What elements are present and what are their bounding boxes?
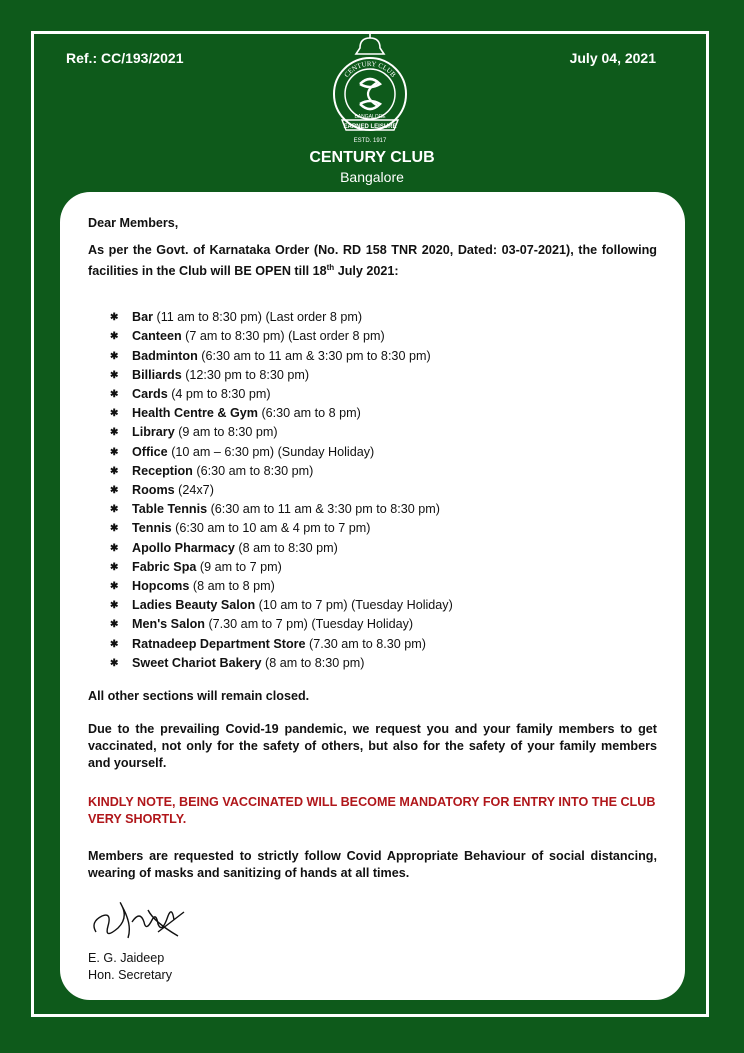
facilities-list-club bbox=[88, 308, 657, 538]
facilities-list-outlets bbox=[88, 539, 657, 673]
facility-item bbox=[110, 577, 657, 596]
facility-hours: (8 am to 8:30 pm) bbox=[261, 655, 365, 670]
facility-name: Men's Salon bbox=[132, 617, 205, 632]
facility-item bbox=[110, 558, 657, 577]
facility-item bbox=[110, 385, 657, 404]
facility-hours: (24x7) bbox=[174, 483, 214, 498]
facility-name: Sweet Chariot Bakery bbox=[132, 655, 262, 670]
facility-name: Library bbox=[132, 425, 175, 440]
facility-item bbox=[110, 615, 657, 634]
facility-name: Hopcoms bbox=[132, 579, 190, 594]
signer-name: E. G. Jaideep bbox=[88, 951, 165, 966]
closed-notice: All other sections will remain closed. bbox=[88, 689, 310, 704]
facility-name: Rooms bbox=[132, 483, 175, 498]
facility-hours: (6:30 am to 10 am & 4 pm to 7 pm) bbox=[171, 521, 371, 536]
bullet-icon: ✱ bbox=[110, 561, 119, 573]
bullet-icon: ✱ bbox=[110, 369, 119, 381]
facility-item bbox=[110, 539, 657, 558]
bullet-icon: ✱ bbox=[110, 542, 119, 554]
facility-name: Billiards bbox=[132, 367, 182, 382]
intro-tail: July 2021: bbox=[334, 264, 399, 279]
facility-hours: (10 am – 6:30 pm) (Sunday Holiday) bbox=[167, 444, 375, 459]
facility-name: Fabric Spa bbox=[132, 559, 197, 574]
facility-name: Canteen bbox=[132, 329, 182, 344]
intro-superscript: th bbox=[326, 263, 335, 272]
facility-hours: (6:30 am to 11 am & 3:30 pm to 8:30 pm) bbox=[197, 348, 431, 363]
facility-name: Tennis bbox=[132, 521, 172, 536]
facility-hours: (6:30 am to 8:30 pm) bbox=[192, 463, 314, 478]
facility-hours: (6:30 am to 8 pm) bbox=[257, 406, 361, 421]
facility-hours: (8 am to 8:30 pm) bbox=[234, 540, 338, 555]
letter-card bbox=[60, 192, 685, 1000]
bullet-icon: ✱ bbox=[110, 446, 119, 458]
bullet-icon: ✱ bbox=[110, 465, 119, 477]
bullet-icon: ✱ bbox=[110, 427, 119, 439]
facility-item bbox=[110, 327, 657, 346]
facility-hours: (6:30 am to 11 am & 3:30 pm to 8:30 pm) bbox=[207, 502, 440, 517]
facility-item bbox=[110, 462, 657, 481]
facility-item bbox=[110, 404, 657, 423]
club-city: Bangalore bbox=[340, 169, 404, 185]
facility-item bbox=[110, 308, 657, 327]
bullet-icon: ✱ bbox=[110, 638, 119, 650]
facility-hours: (4 pm to 8:30 pm) bbox=[167, 387, 271, 401]
signer-title: Hon. Secretary bbox=[88, 968, 172, 983]
vaccination-note: KINDLY NOTE, BEING VACCINATED WILL BECOME MANDATORY FOR ENTRY INTO THE CLUB VERY SHORTLY. bbox=[88, 795, 656, 827]
letter-date: July 04, 2021 bbox=[569, 50, 656, 66]
svg-text:CENTURY CLUB: CENTURY CLUB bbox=[342, 59, 398, 79]
facility-name: Apollo Pharmacy bbox=[132, 540, 235, 555]
facility-name: Table Tennis bbox=[132, 502, 208, 517]
facility-name: Badminton bbox=[132, 348, 198, 363]
facility-item bbox=[110, 366, 657, 385]
salutation: Dear Members, bbox=[88, 216, 179, 230]
facility-item bbox=[110, 635, 657, 654]
svg-text:ESTD. 1917: ESTD. 1917 bbox=[353, 138, 387, 144]
bullet-icon: ✱ bbox=[110, 485, 119, 497]
bullet-icon: ✱ bbox=[110, 350, 119, 362]
bullet-icon: ✱ bbox=[110, 657, 119, 669]
facility-hours: (12:30 pm to 8:30 pm) bbox=[181, 367, 310, 382]
signature bbox=[88, 892, 657, 950]
facility-hours: (9 am to 7 pm) bbox=[196, 559, 282, 574]
facility-hours: (7 am to 8:30 pm) (Last order 8 pm) bbox=[181, 329, 385, 344]
facility-item bbox=[110, 500, 657, 519]
pandemic-paragraph: Due to the prevailing Covid-19 pandemic, we request you and your family members to get vaccinated, not only for the safety of others, but also for the safety of your family members and yourself. bbox=[88, 722, 657, 771]
facility-name: Ladies Beauty Salon bbox=[132, 598, 256, 613]
facility-item bbox=[110, 519, 657, 538]
facility-hours: (9 am to 8:30 pm) bbox=[174, 425, 278, 440]
facility-hours: (11 am to 8:30 pm) (Last order 8 pm) bbox=[153, 310, 363, 325]
bullet-icon: ✱ bbox=[110, 581, 119, 593]
bullet-icon: ✱ bbox=[110, 312, 119, 324]
intro-paragraph bbox=[88, 242, 657, 280]
facility-item bbox=[110, 654, 657, 673]
facility-item bbox=[110, 423, 657, 442]
members-paragraph: Members are requested to strictly follow Covid Appropriate Behaviour of social distancing, wearing of masks and sanitizing of hands at all times. bbox=[88, 849, 657, 881]
facility-name: Ratnadeep Department Store bbox=[132, 636, 306, 651]
bullet-icon: ✱ bbox=[110, 389, 119, 400]
bullet-icon: ✱ bbox=[110, 600, 119, 612]
facility-hours: (7.30 am to 7 pm) (Tuesday Holiday) bbox=[204, 617, 414, 632]
club-logo bbox=[330, 34, 410, 146]
bullet-icon: ✱ bbox=[110, 408, 119, 420]
svg-text:BANGALORE: BANGALORE bbox=[354, 114, 386, 120]
facility-hours: (10 am to 7 pm) (Tuesday Holiday) bbox=[255, 598, 453, 613]
club-name: CENTURY CLUB bbox=[309, 149, 435, 166]
facility-name: Cards bbox=[132, 387, 168, 401]
facility-item bbox=[110, 347, 657, 366]
facility-hours: (8 am to 8 pm) bbox=[189, 579, 275, 594]
facility-item bbox=[110, 443, 657, 462]
bullet-icon: ✱ bbox=[110, 523, 119, 535]
bullet-icon: ✱ bbox=[110, 619, 119, 631]
facility-hours: (7.30 am to 8.30 pm) bbox=[305, 636, 426, 651]
facility-name: Reception bbox=[132, 463, 193, 478]
reference-number: Ref.: CC/193/2021 bbox=[66, 50, 184, 66]
facility-item bbox=[110, 481, 657, 500]
facility-item bbox=[110, 596, 657, 615]
intro-text: As per the Govt. of Karnataka Order (No. RD 158 TNR 2020, Dated: 03-07-2021), the following facilities in the Club will BE OPEN till 18 bbox=[88, 243, 657, 279]
bullet-icon: ✱ bbox=[110, 331, 119, 343]
facility-name: Bar bbox=[132, 310, 153, 325]
bullet-icon: ✱ bbox=[110, 504, 119, 516]
svg-text:EARNED LEISURE: EARNED LEISURE bbox=[343, 124, 397, 130]
facility-name: Health Centre & Gym bbox=[132, 406, 258, 421]
facility-name: Office bbox=[132, 444, 168, 459]
